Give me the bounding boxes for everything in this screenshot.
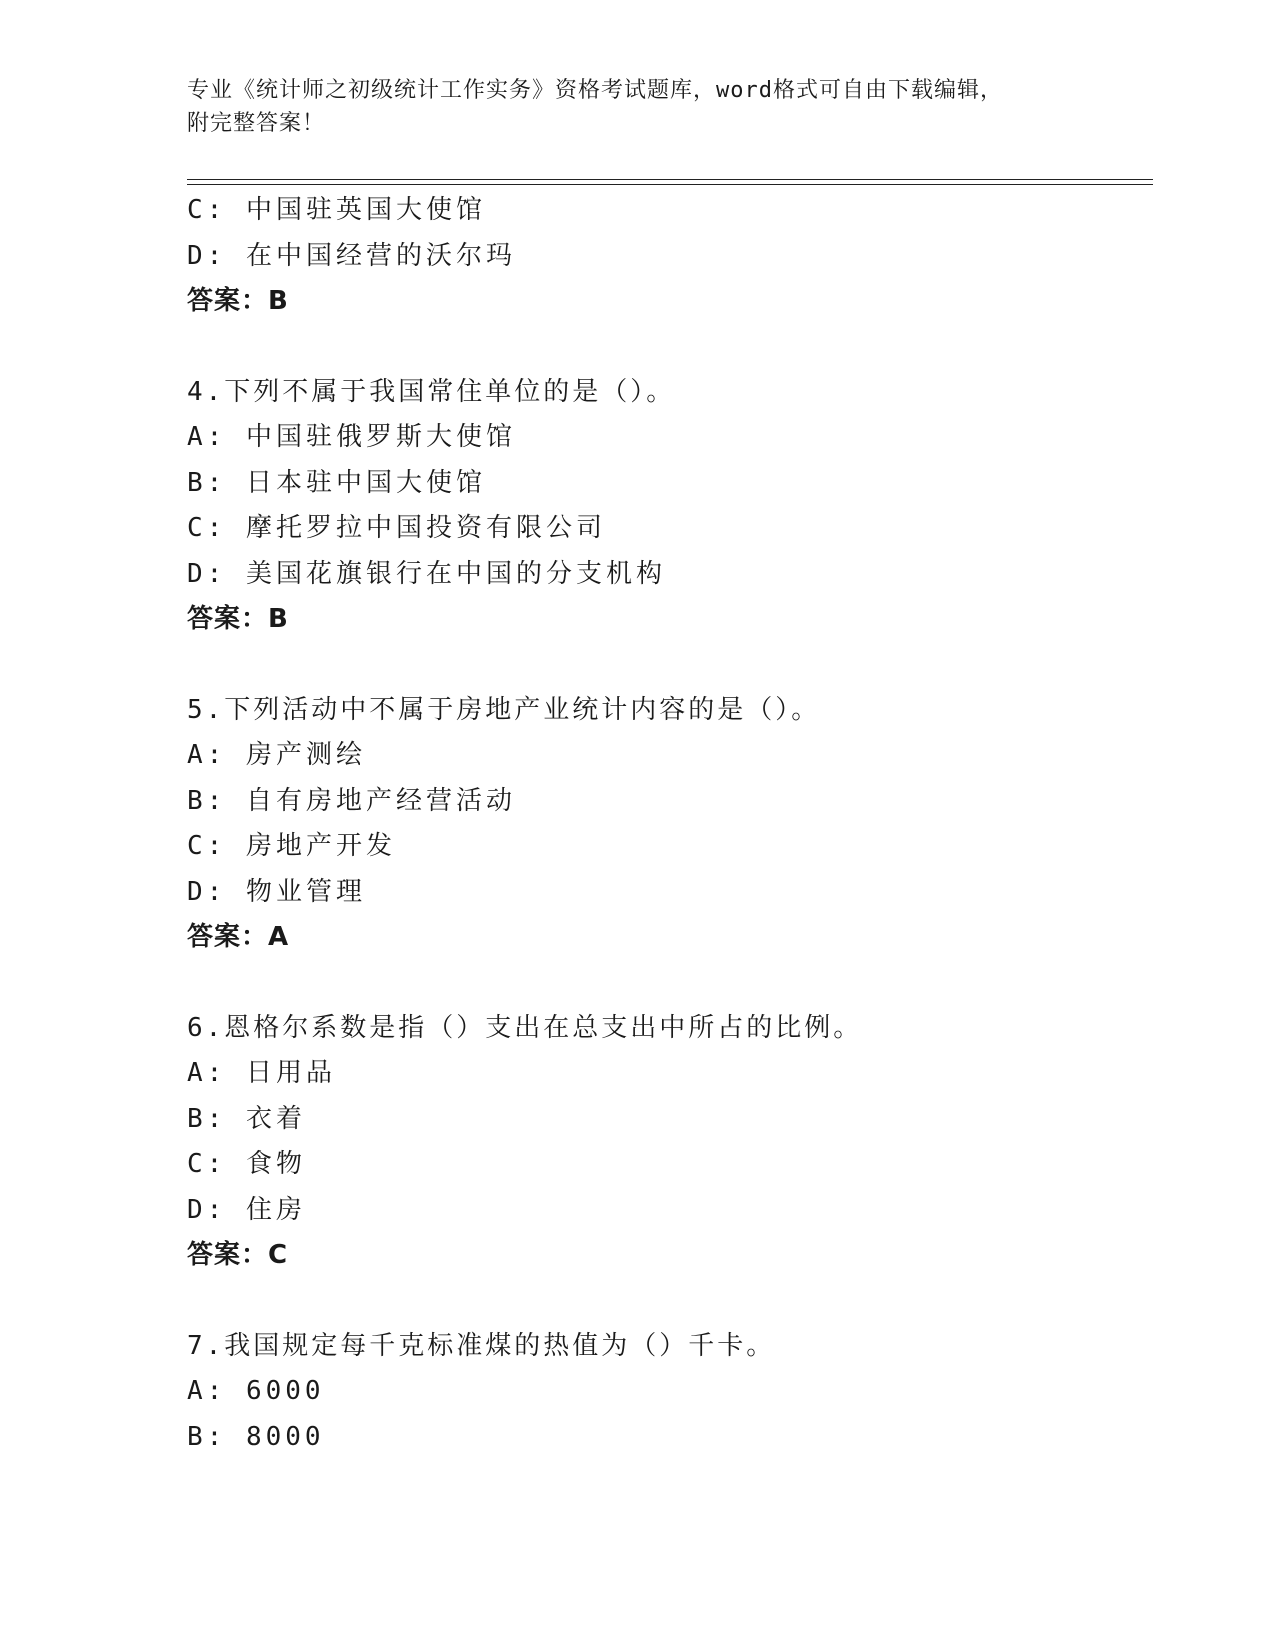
header-line-1: 专业《统计师之初级统计工作实务》资格考试题库，word格式可自由下载编辑， — [187, 78, 1003, 103]
question-list — [187, 188, 1147, 1460]
option-line: B: 衣着 — [187, 1103, 306, 1134]
option-line: B: 8000 — [187, 1421, 325, 1452]
option-line: C: 食物 — [187, 1149, 306, 1179]
option-line: B: 日本驻中国大使馆 — [187, 467, 486, 498]
option-line: C: 房地产开发 — [187, 831, 396, 861]
answer-line: 答案：C — [187, 1240, 289, 1270]
header-line-2: 附完整答案！ — [187, 111, 326, 136]
question-stem: 4.下列不属于我国常住单位的是（）。 — [187, 376, 676, 407]
header-rule-top — [187, 179, 1153, 180]
option-line: D: 住房 — [187, 1194, 306, 1225]
header-rule-bottom — [187, 184, 1153, 185]
option-line: D: 美国花旗银行在中国的分支机构 — [187, 558, 666, 589]
option-line: A: 日用品 — [187, 1058, 336, 1088]
option-line: A: 中国驻俄罗斯大使馆 — [187, 422, 516, 452]
option-line: A: 6000 — [187, 1376, 325, 1406]
answer-line: 答案：B — [187, 286, 289, 316]
answer-line: 答案：A — [187, 922, 290, 952]
option-line: C: 中国驻英国大使馆 — [187, 195, 486, 225]
option-line: A: 房产测绘 — [187, 740, 366, 770]
question-stem: 5.下列活动中不属于房地产业统计内容的是（）。 — [187, 694, 821, 725]
question-stem: 7.我国规定每千克标准煤的热值为（）千卡。 — [187, 1330, 776, 1361]
option-line: B: 自有房地产经营活动 — [187, 785, 516, 816]
answer-line: 答案：B — [187, 604, 289, 634]
option-line: D: 在中国经营的沃尔玛 — [187, 240, 516, 271]
option-line: C: 摩托罗拉中国投资有限公司 — [187, 513, 606, 543]
document-header — [187, 74, 1087, 140]
option-line: D: 物业管理 — [187, 876, 366, 907]
question-stem: 6.恩格尔系数是指（）支出在总支出中所占的比例。 — [187, 1012, 863, 1043]
